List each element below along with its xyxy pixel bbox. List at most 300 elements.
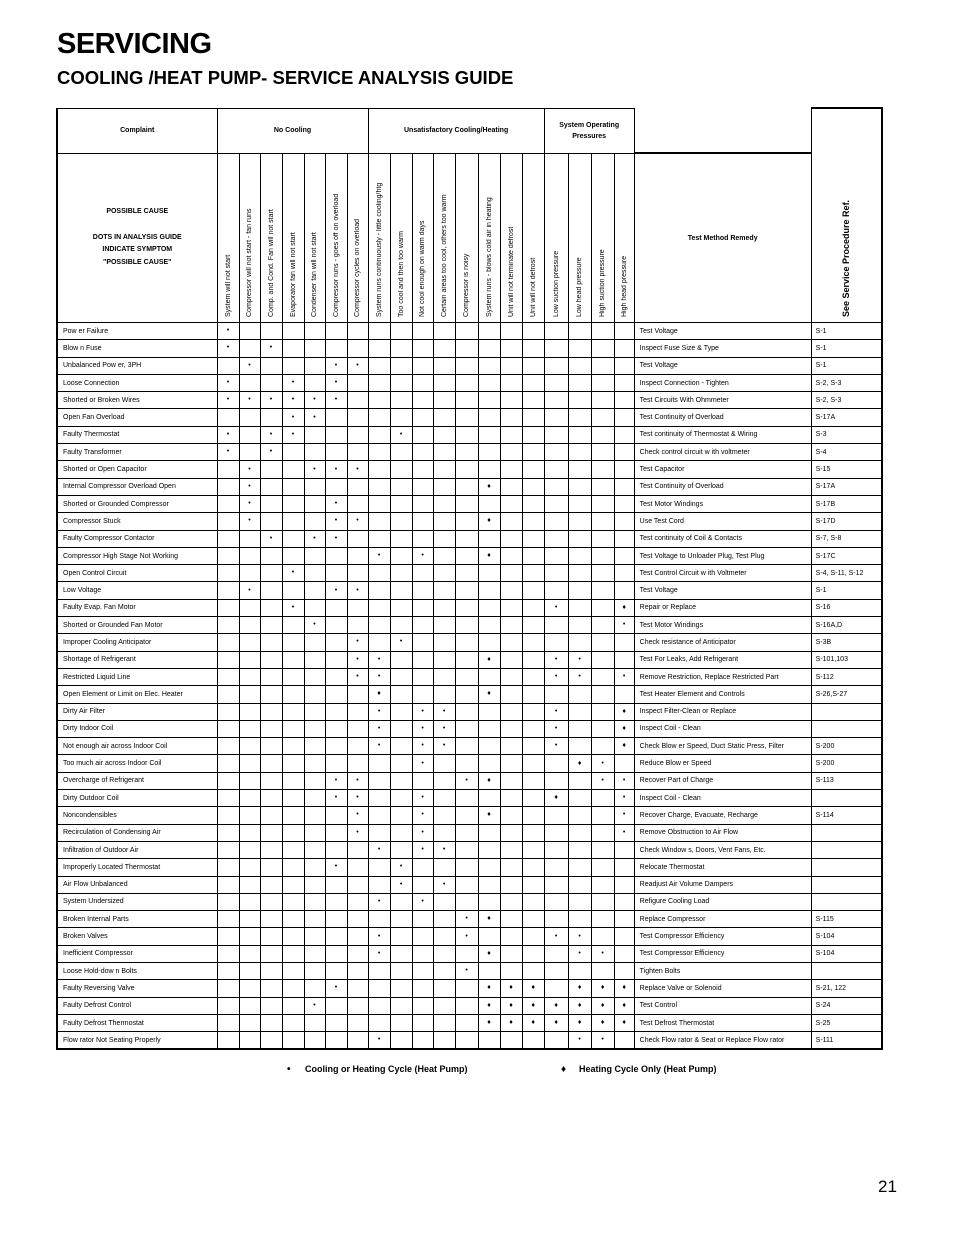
empty-cell — [239, 755, 260, 772]
test-method-remedy-cell: Inspect Coil - Clean — [634, 720, 811, 737]
symptom-label: System will not start — [224, 254, 232, 317]
empty-cell — [544, 962, 568, 979]
empty-cell — [368, 980, 390, 997]
empty-cell — [260, 824, 282, 841]
empty-cell — [368, 824, 390, 841]
empty-cell — [522, 323, 544, 340]
dot-marker: • — [368, 928, 390, 945]
symptom-header — [368, 153, 390, 323]
service-ref-cell: S-17A — [811, 409, 882, 426]
empty-cell — [347, 374, 368, 391]
empty-cell — [455, 357, 478, 374]
empty-cell — [325, 720, 347, 737]
empty-cell — [568, 444, 591, 461]
empty-cell — [304, 738, 325, 755]
empty-cell — [522, 686, 544, 703]
dot-marker: • — [412, 720, 433, 737]
empty-cell — [217, 807, 239, 824]
empty-cell — [304, 357, 325, 374]
empty-cell — [260, 738, 282, 755]
empty-cell — [325, 893, 347, 910]
empty-cell — [390, 703, 412, 720]
diamond-marker: ♦ — [544, 1014, 568, 1031]
empty-cell — [282, 340, 304, 357]
table-row — [57, 720, 882, 737]
dot-marker: • — [614, 772, 634, 789]
dot-marker: • — [544, 599, 568, 616]
dot-marker: • — [347, 461, 368, 478]
table-row — [57, 738, 882, 755]
empty-cell — [390, 409, 412, 426]
empty-cell — [478, 738, 500, 755]
empty-cell — [304, 323, 325, 340]
test-method-remedy-cell: Test Voltage to Unloader Plug, Test Plug — [634, 547, 811, 564]
empty-cell — [500, 634, 522, 651]
empty-cell — [325, 323, 347, 340]
possible-cause-cell: Overcharge of Refrigerant — [57, 772, 217, 789]
empty-cell — [217, 1014, 239, 1031]
dot-marker: • — [325, 772, 347, 789]
dot-marker: • — [239, 357, 260, 374]
empty-cell — [347, 841, 368, 858]
test-method-remedy-cell: Test Compressor Efficiency — [634, 928, 811, 945]
empty-cell — [239, 859, 260, 876]
empty-cell — [304, 807, 325, 824]
symptom-label: Low suction pressure — [552, 250, 560, 317]
empty-cell — [368, 1014, 390, 1031]
table-row — [57, 444, 882, 461]
empty-cell — [304, 547, 325, 564]
dot-marker: • — [325, 530, 347, 547]
empty-cell — [260, 893, 282, 910]
empty-cell — [260, 859, 282, 876]
diamond-marker: ♦ — [614, 1014, 634, 1031]
empty-cell — [282, 582, 304, 599]
empty-cell — [217, 565, 239, 582]
dot-marker: • — [282, 426, 304, 443]
empty-cell — [500, 340, 522, 357]
dot-marker: • — [544, 651, 568, 668]
empty-cell — [347, 738, 368, 755]
empty-cell — [412, 928, 433, 945]
symptom-label: System runs continuously - little cooling/htg — [375, 182, 383, 317]
empty-cell — [500, 772, 522, 789]
empty-cell — [282, 876, 304, 893]
service-ref-cell: S-16A,D — [811, 617, 882, 634]
empty-cell — [239, 617, 260, 634]
diamond-marker: ♦ — [478, 807, 500, 824]
empty-cell — [591, 513, 614, 530]
empty-cell — [478, 824, 500, 841]
service-ref-cell — [811, 720, 882, 737]
dot-marker: • — [325, 495, 347, 512]
empty-cell — [260, 928, 282, 945]
empty-cell — [433, 582, 455, 599]
test-method-remedy-cell: Inspect Coil - Clean — [634, 790, 811, 807]
empty-cell — [433, 790, 455, 807]
empty-cell — [260, 1032, 282, 1050]
empty-cell — [433, 617, 455, 634]
empty-cell — [500, 928, 522, 945]
service-ref-cell: S-17C — [811, 547, 882, 564]
empty-cell — [217, 703, 239, 720]
empty-cell — [614, 547, 634, 564]
dot-marker: • — [260, 530, 282, 547]
empty-cell — [522, 893, 544, 910]
empty-cell — [544, 824, 568, 841]
empty-cell — [614, 530, 634, 547]
empty-cell — [500, 945, 522, 962]
empty-cell — [591, 807, 614, 824]
empty-cell — [591, 547, 614, 564]
empty-cell — [522, 824, 544, 841]
empty-cell — [239, 444, 260, 461]
empty-cell — [260, 547, 282, 564]
empty-cell — [282, 1032, 304, 1050]
empty-cell — [368, 582, 390, 599]
unsatisfactory-header: Unsatisfactory Cooling/Heating — [368, 108, 544, 153]
empty-cell — [239, 893, 260, 910]
dot-marker: • — [368, 893, 390, 910]
table-row — [57, 323, 882, 340]
empty-cell — [282, 790, 304, 807]
empty-cell — [260, 357, 282, 374]
table-row — [57, 409, 882, 426]
possible-cause-cell: Shorted or Grounded Fan Motor — [57, 617, 217, 634]
service-ref-cell — [811, 876, 882, 893]
table-row — [57, 547, 882, 564]
symptom-header — [239, 153, 260, 323]
empty-cell — [591, 478, 614, 495]
empty-cell — [500, 374, 522, 391]
dot-marker: • — [591, 1032, 614, 1050]
empty-cell — [455, 790, 478, 807]
empty-cell — [304, 755, 325, 772]
empty-cell — [614, 426, 634, 443]
service-ref-cell: S-4 — [811, 444, 882, 461]
empty-cell — [522, 357, 544, 374]
diamond-marker: ♦ — [478, 1014, 500, 1031]
empty-cell — [412, 668, 433, 685]
empty-cell — [304, 686, 325, 703]
dot-marker: • — [325, 461, 347, 478]
test-method-remedy-cell: Check Blow er Speed, Duct Static Press, Filter — [634, 738, 811, 755]
possible-cause-cell: Restricted Liquid Line — [57, 668, 217, 685]
empty-cell — [217, 772, 239, 789]
empty-cell — [455, 340, 478, 357]
dot-marker: • — [347, 651, 368, 668]
group-header-row — [57, 108, 882, 153]
table-row — [57, 859, 882, 876]
empty-cell — [412, 444, 433, 461]
empty-cell — [544, 340, 568, 357]
empty-cell — [478, 668, 500, 685]
empty-cell — [260, 686, 282, 703]
empty-cell — [412, 340, 433, 357]
empty-cell — [591, 824, 614, 841]
empty-cell — [325, 997, 347, 1014]
dot-marker: • — [347, 772, 368, 789]
empty-cell — [390, 841, 412, 858]
diamond-marker: ♦ — [478, 478, 500, 495]
dot-marker: • — [282, 392, 304, 409]
service-ref-cell: S-16 — [811, 599, 882, 616]
empty-cell — [390, 824, 412, 841]
possible-cause-cell: Broken Valves — [57, 928, 217, 945]
empty-cell — [522, 461, 544, 478]
empty-cell — [478, 841, 500, 858]
diamond-symbol: ♦ — [561, 1064, 567, 1075]
empty-cell — [568, 720, 591, 737]
empty-cell — [522, 374, 544, 391]
empty-cell — [325, 945, 347, 962]
empty-cell — [412, 409, 433, 426]
empty-cell — [544, 755, 568, 772]
dot-marker: • — [347, 513, 368, 530]
diamond-marker: ♦ — [478, 997, 500, 1014]
diamond-marker: ♦ — [591, 980, 614, 997]
empty-cell — [217, 755, 239, 772]
empty-cell — [347, 409, 368, 426]
symptom-header — [568, 153, 591, 323]
remedy-header-spacer — [634, 108, 811, 153]
empty-cell — [455, 426, 478, 443]
test-method-remedy-cell: Test For Leaks, Add Refrigerant — [634, 651, 811, 668]
empty-cell — [500, 859, 522, 876]
empty-cell — [304, 824, 325, 841]
dot-marker: • — [217, 323, 239, 340]
empty-cell — [304, 1014, 325, 1031]
empty-cell — [433, 530, 455, 547]
empty-cell — [455, 599, 478, 616]
empty-cell — [390, 651, 412, 668]
possible-cause-cell: Blow n Fuse — [57, 340, 217, 357]
possible-cause-header — [57, 153, 217, 323]
empty-cell — [522, 599, 544, 616]
empty-cell — [614, 392, 634, 409]
empty-cell — [455, 617, 478, 634]
service-ref-cell — [811, 893, 882, 910]
empty-cell — [304, 340, 325, 357]
empty-cell — [325, 409, 347, 426]
dot-marker: • — [614, 790, 634, 807]
empty-cell — [282, 495, 304, 512]
empty-cell — [368, 444, 390, 461]
dot-marker: • — [325, 582, 347, 599]
empty-cell — [614, 478, 634, 495]
test-method-remedy-cell: Check resistance of Anticipator — [634, 634, 811, 651]
table-row — [57, 945, 882, 962]
empty-cell — [239, 1032, 260, 1050]
empty-cell — [478, 859, 500, 876]
possible-cause-cell: Faulty Defrost Thermostat — [57, 1014, 217, 1031]
symptom-label: High suction pressure — [599, 249, 607, 317]
possible-cause-cell: Dirty Outdoor Coil — [57, 790, 217, 807]
service-analysis-table — [56, 107, 883, 1050]
empty-cell — [544, 859, 568, 876]
dot-marker: • — [433, 738, 455, 755]
empty-cell — [568, 392, 591, 409]
empty-cell — [282, 478, 304, 495]
empty-cell — [390, 1014, 412, 1031]
empty-cell — [544, 582, 568, 599]
dot-marker: • — [282, 374, 304, 391]
empty-cell — [455, 547, 478, 564]
test-method-remedy-cell: Test Defrost Thermostat — [634, 1014, 811, 1031]
empty-cell — [591, 461, 614, 478]
empty-cell — [591, 651, 614, 668]
empty-cell — [591, 790, 614, 807]
empty-cell — [239, 997, 260, 1014]
table-row — [57, 634, 882, 651]
empty-cell — [347, 323, 368, 340]
dot-marker: • — [347, 582, 368, 599]
empty-cell — [217, 997, 239, 1014]
dot-marker: • — [304, 617, 325, 634]
empty-cell — [455, 495, 478, 512]
empty-cell — [282, 962, 304, 979]
empty-cell — [500, 565, 522, 582]
possible-cause-cell: System Undersized — [57, 893, 217, 910]
test-method-remedy-cell: Test continuity of Coil & Contacts — [634, 530, 811, 547]
empty-cell — [500, 668, 522, 685]
empty-cell — [282, 807, 304, 824]
diamond-marker: ♦ — [614, 703, 634, 720]
dot-marker: • — [282, 409, 304, 426]
empty-cell — [544, 530, 568, 547]
empty-cell — [522, 720, 544, 737]
empty-cell — [455, 1014, 478, 1031]
empty-cell — [522, 911, 544, 928]
empty-cell — [591, 582, 614, 599]
empty-cell — [282, 755, 304, 772]
empty-cell — [304, 720, 325, 737]
empty-cell — [390, 720, 412, 737]
table-row — [57, 962, 882, 979]
diamond-marker: ♦ — [478, 945, 500, 962]
empty-cell — [522, 668, 544, 685]
empty-cell — [568, 772, 591, 789]
empty-cell — [614, 634, 634, 651]
test-method-remedy-cell: Inspect Fuse Size & Type — [634, 340, 811, 357]
empty-cell — [455, 755, 478, 772]
empty-cell — [325, 703, 347, 720]
table-row — [57, 755, 882, 772]
diamond-marker: ♦ — [614, 720, 634, 737]
empty-cell — [390, 513, 412, 530]
empty-cell — [325, 651, 347, 668]
possible-cause-cell: Improperly Located Thermostat — [57, 859, 217, 876]
service-ref-cell: S-113 — [811, 772, 882, 789]
empty-cell — [260, 772, 282, 789]
dot-marker: • — [614, 807, 634, 824]
dot-marker: • — [591, 772, 614, 789]
symptom-label: Compressor runs - goes off on overload — [332, 193, 340, 317]
dot-marker: • — [347, 668, 368, 685]
empty-cell — [455, 478, 478, 495]
possible-cause-cell: Faulty Thermostat — [57, 426, 217, 443]
empty-cell — [217, 668, 239, 685]
empty-cell — [455, 323, 478, 340]
table-row — [57, 790, 882, 807]
empty-cell — [568, 530, 591, 547]
empty-cell — [591, 444, 614, 461]
empty-cell — [368, 530, 390, 547]
empty-cell — [500, 461, 522, 478]
empty-cell — [500, 392, 522, 409]
possible-cause-cell: Open Fan Overload — [57, 409, 217, 426]
empty-cell — [217, 547, 239, 564]
empty-cell — [433, 409, 455, 426]
empty-cell — [433, 997, 455, 1014]
empty-cell — [544, 807, 568, 824]
possible-cause-cell: Too much air across Indoor Coil — [57, 755, 217, 772]
empty-cell — [433, 980, 455, 997]
empty-cell — [591, 409, 614, 426]
possible-cause-cell: Not enough air across Indoor Coil — [57, 738, 217, 755]
empty-cell — [522, 409, 544, 426]
empty-cell — [347, 530, 368, 547]
empty-cell — [325, 928, 347, 945]
empty-cell — [239, 703, 260, 720]
empty-cell — [260, 478, 282, 495]
empty-cell — [239, 807, 260, 824]
empty-cell — [455, 703, 478, 720]
empty-cell — [217, 634, 239, 651]
empty-cell — [568, 790, 591, 807]
empty-cell — [614, 686, 634, 703]
symptom-header — [433, 153, 455, 323]
empty-cell — [260, 582, 282, 599]
test-method-remedy-cell: Test Control Circuit w ith Voltmeter — [634, 565, 811, 582]
page-title: SERVICING — [57, 28, 212, 60]
empty-cell — [478, 617, 500, 634]
symptom-label: Comp. and Cond. Fan will not start — [267, 208, 275, 317]
table-row — [57, 841, 882, 858]
empty-cell — [390, 997, 412, 1014]
dot-marker: • — [325, 790, 347, 807]
dot-marker: • — [282, 565, 304, 582]
empty-cell — [591, 495, 614, 512]
empty-cell — [455, 1032, 478, 1050]
dot-marker: • — [568, 651, 591, 668]
service-ref-cell: S-21, 122 — [811, 980, 882, 997]
symptom-header — [478, 153, 500, 323]
test-method-remedy-cell: Inspect Filter-Clean or Replace — [634, 703, 811, 720]
dot-marker: • — [217, 444, 239, 461]
table-row — [57, 392, 882, 409]
empty-cell — [347, 997, 368, 1014]
empty-cell — [455, 876, 478, 893]
empty-cell — [568, 824, 591, 841]
table-row — [57, 513, 882, 530]
possible-cause-cell: Loose Connection — [57, 374, 217, 391]
empty-cell — [325, 911, 347, 928]
empty-cell — [478, 495, 500, 512]
empty-cell — [591, 841, 614, 858]
empty-cell — [544, 495, 568, 512]
empty-cell — [544, 1032, 568, 1050]
complaint-header: Complaint — [57, 108, 217, 153]
empty-cell — [455, 980, 478, 997]
dot-marker: • — [304, 409, 325, 426]
test-method-remedy-cell: Test Capacitor — [634, 461, 811, 478]
empty-cell — [433, 565, 455, 582]
empty-cell — [614, 962, 634, 979]
dot-label: Cooling or Heating Cycle (Heat Pump) — [305, 1064, 468, 1074]
empty-cell — [325, 807, 347, 824]
dot-marker: • — [368, 720, 390, 737]
